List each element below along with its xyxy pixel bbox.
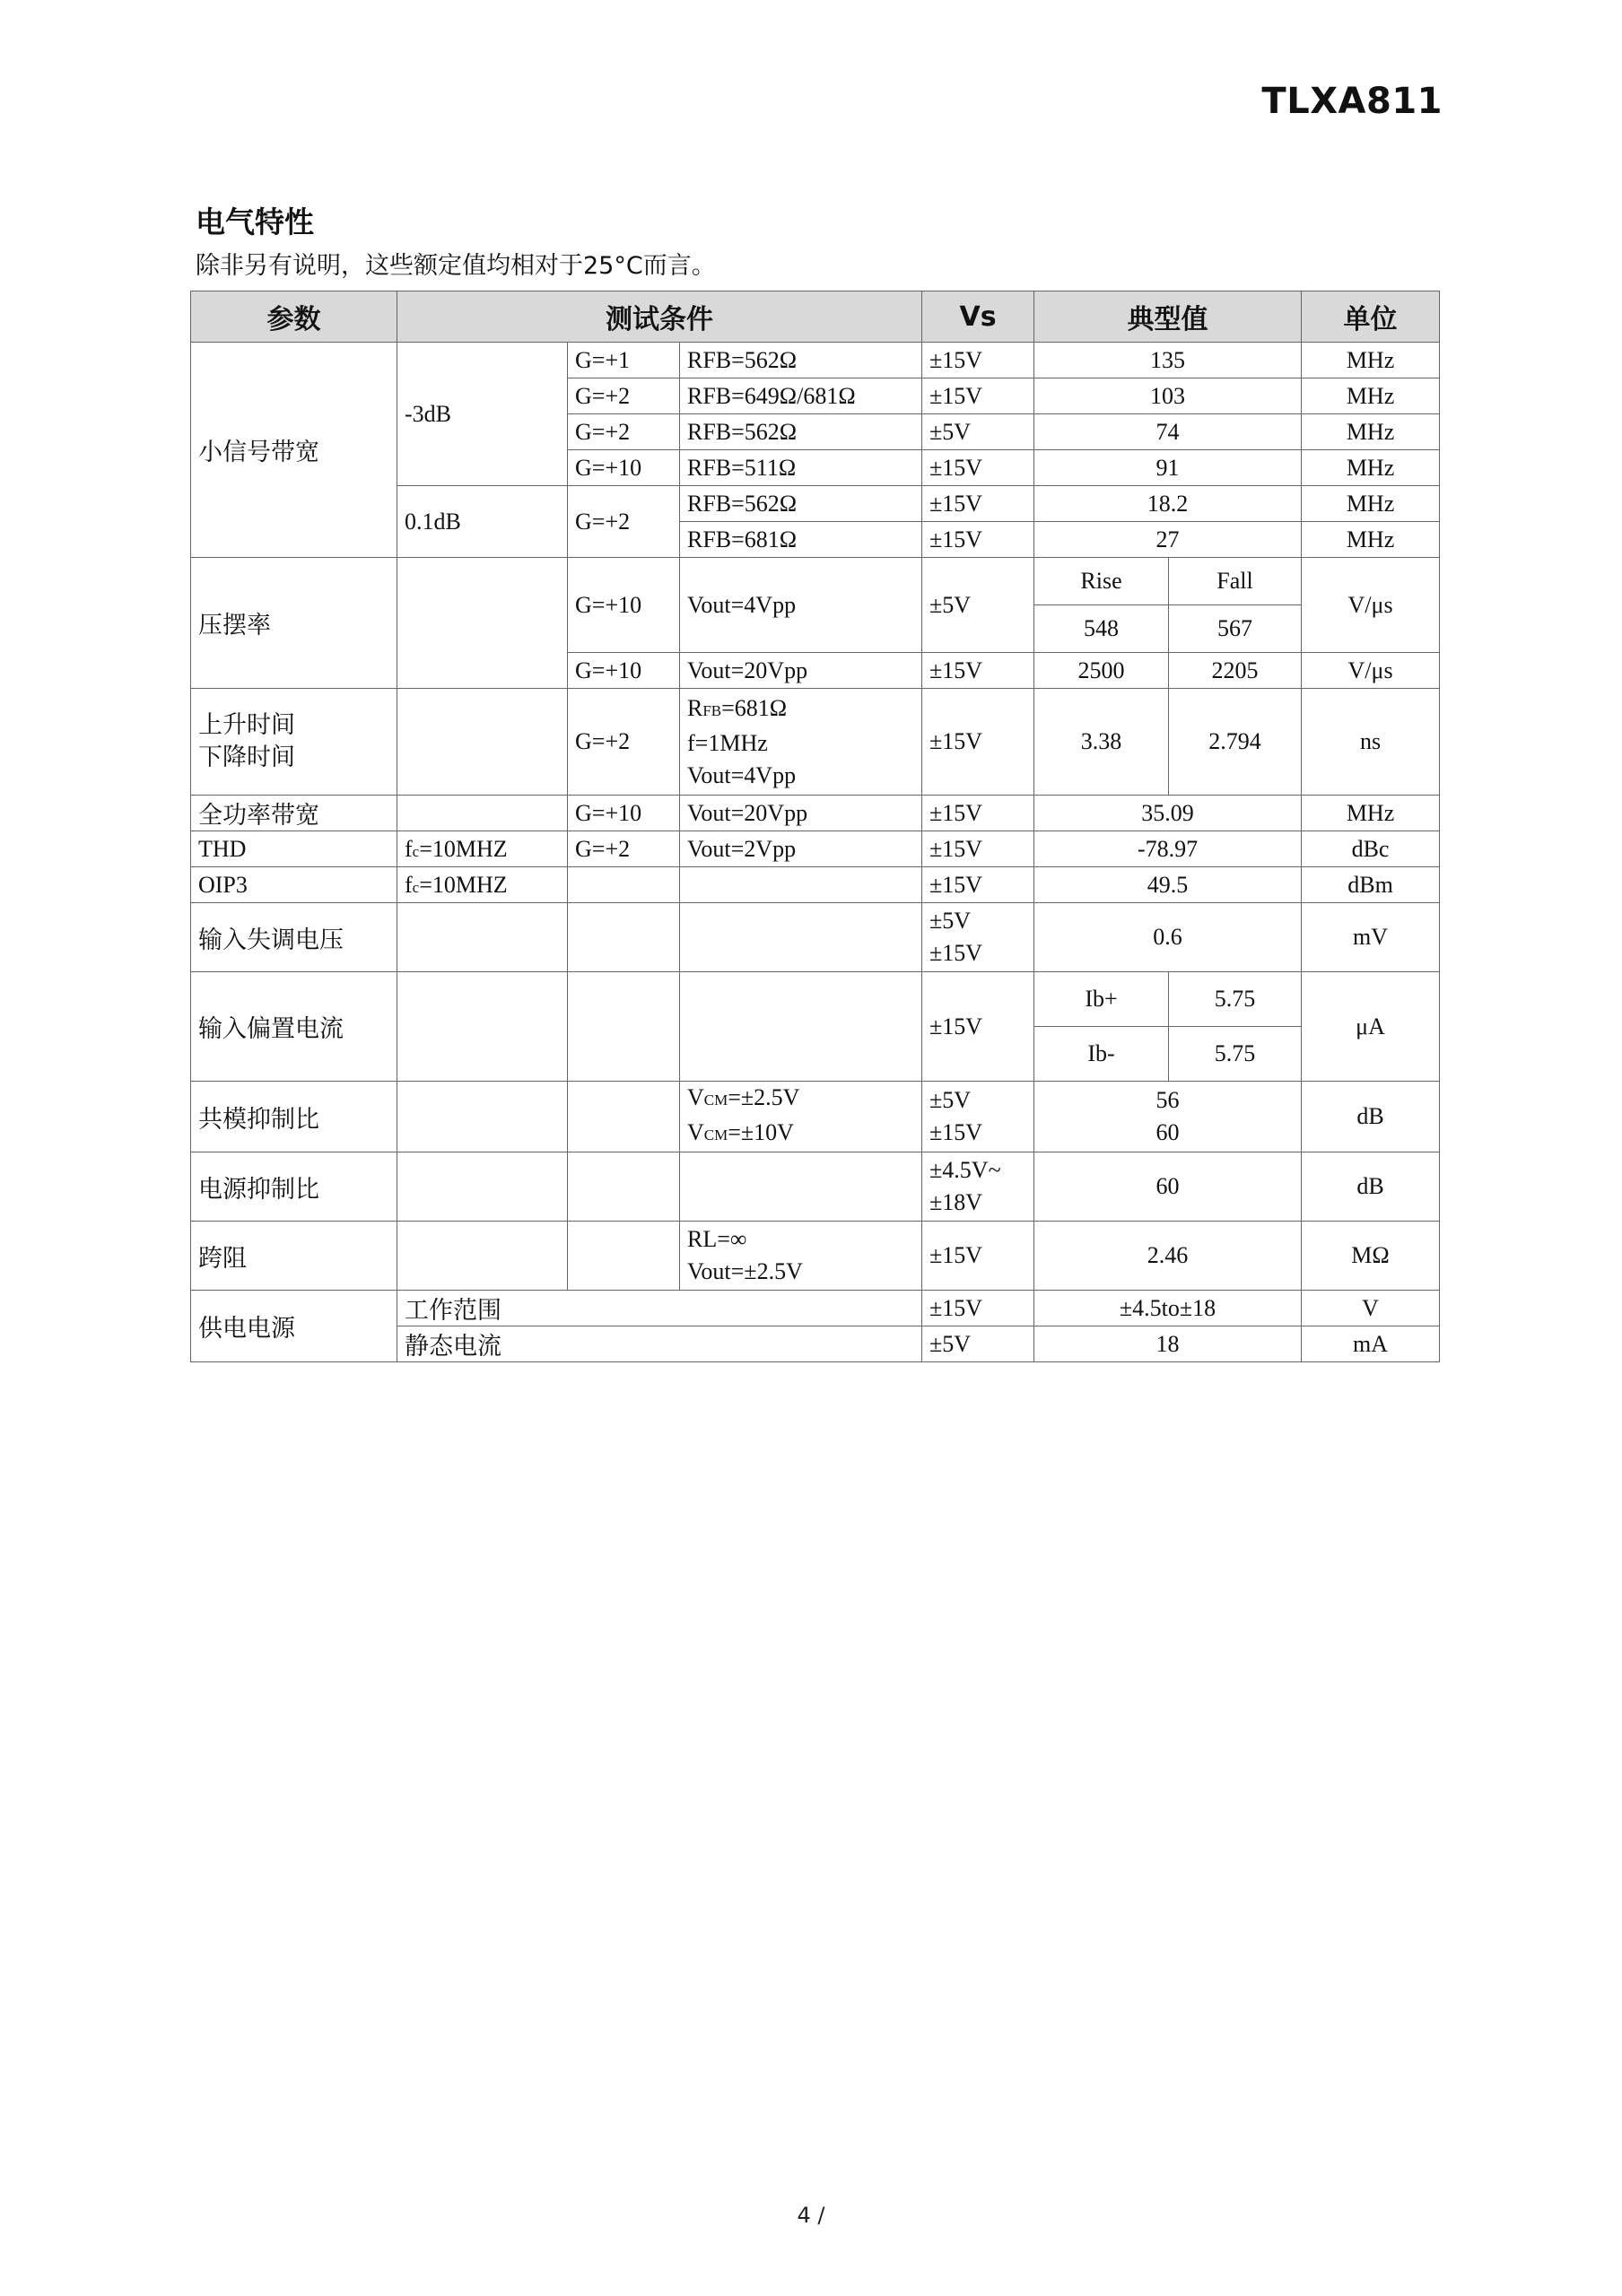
param-oip3: OIP3 [191, 867, 397, 903]
unit-cell: MHz [1302, 450, 1440, 486]
typ-line: 56 [1155, 1087, 1180, 1113]
vs-cell: ±5V [922, 414, 1034, 450]
table-row [191, 831, 1440, 867]
page-number: 4 / [797, 2203, 825, 2228]
rfb-cell: RFB=511Ω [680, 450, 922, 486]
cond-cell [680, 689, 922, 796]
cond-cell: 工作范围 [397, 1291, 922, 1326]
vs-cell: ±15V [922, 831, 1034, 867]
cond-cell: Vout=4Vpp [680, 558, 922, 653]
param-input-offset: 输入失调电压 [191, 903, 397, 972]
vs-cell: ±15V [922, 1222, 1034, 1291]
unit-cell: V/μs [1302, 653, 1440, 689]
vs-line: ±5V [929, 1087, 972, 1113]
rise-value: 3.38 [1034, 689, 1169, 796]
empty-cell [397, 796, 568, 831]
vcm-main: V [687, 1084, 704, 1110]
typ-cell: 35.09 [1034, 796, 1302, 831]
empty-cell [397, 689, 568, 796]
vs-cell [922, 1082, 1034, 1152]
typ-cell: 18 [1034, 1326, 1302, 1362]
fall-value: 2.794 [1169, 689, 1302, 796]
empty-cell [397, 1152, 568, 1222]
unit-cell: μA [1302, 972, 1440, 1082]
vcm-main: V [687, 1119, 704, 1145]
cond-rfb [687, 692, 914, 727]
empty-cell [568, 972, 680, 1082]
empty-cell [568, 1222, 680, 1291]
vcm-rest: =±2.5V [728, 1084, 800, 1110]
gain-cell: G=+2 [568, 689, 680, 796]
unit-cell: ns [1302, 689, 1440, 796]
gain-cell: G=+10 [568, 450, 680, 486]
empty-cell [568, 1152, 680, 1222]
vs-line: ±5V [929, 908, 972, 934]
gain-cell: G=+2 [568, 378, 680, 414]
gain-cell: G=+1 [568, 343, 680, 378]
gain-cell: G=+10 [568, 796, 680, 831]
fall-value: 567 [1169, 605, 1302, 653]
vs-cell: ±15V [922, 1291, 1034, 1326]
table-row [191, 689, 1440, 796]
table-row [191, 1222, 1440, 1291]
cond-cell: 静态电流 [397, 1326, 922, 1362]
param-full-power-bw: 全功率带宽 [191, 796, 397, 831]
table-row [191, 343, 1440, 378]
empty-cell [397, 1222, 568, 1291]
header-param: 参数 [191, 291, 397, 343]
typ-cell: ±4.5to±18 [1034, 1291, 1302, 1326]
typ-cell: 60 [1034, 1152, 1302, 1222]
vs-line: ±4.5V~ [929, 1157, 1001, 1183]
header-unit: 单位 [1302, 291, 1440, 343]
empty-cell [680, 867, 922, 903]
rise-value: 548 [1034, 605, 1169, 653]
fc-cell [397, 867, 568, 903]
table-row [191, 1082, 1440, 1152]
vcm-sub: CM [703, 1091, 728, 1109]
empty-cell [397, 972, 568, 1082]
fall-value: 2205 [1169, 653, 1302, 689]
fall-label: Fall [1169, 558, 1302, 605]
cond-cell: Vout=2Vpp [680, 831, 922, 867]
vs-cell [922, 903, 1034, 972]
typ-cell: 135 [1034, 343, 1302, 378]
fc-main: f [405, 871, 413, 898]
typ-line: 60 [1155, 1119, 1180, 1145]
unit-cell: MΩ [1302, 1222, 1440, 1291]
vs-cell: ±15V [922, 689, 1034, 796]
cond-3db: -3dB [397, 343, 568, 486]
unit-cell: MHz [1302, 378, 1440, 414]
param-thd: THD [191, 831, 397, 867]
param-slew-rate: 压摆率 [191, 558, 397, 689]
typ-cell: 18.2 [1034, 486, 1302, 522]
param-cmrr: 共模抑制比 [191, 1082, 397, 1152]
cond-cell: Vout=20Vpp [680, 653, 922, 689]
cond-freq: f=1MHz [687, 729, 768, 756]
vs-cell: ±5V [922, 558, 1034, 653]
fc-cell [397, 831, 568, 867]
unit-cell: dB [1302, 1152, 1440, 1222]
table-row [191, 1152, 1440, 1222]
table-row [191, 796, 1440, 831]
typ-cell: 2.46 [1034, 1222, 1302, 1291]
gain-cell: G=+2 [568, 831, 680, 867]
vs-cell: ±15V [922, 343, 1034, 378]
param-psrr: 电源抑制比 [191, 1152, 397, 1222]
vcm-rest: =±10V [728, 1119, 794, 1145]
rise-value: 2500 [1034, 653, 1169, 689]
vs-cell: ±15V [922, 796, 1034, 831]
cond-vout: Vout=±2.5V [687, 1258, 803, 1284]
unit-cell: dBm [1302, 867, 1440, 903]
unit-cell: MHz [1302, 414, 1440, 450]
param-transimpedance: 跨阻 [191, 1222, 397, 1291]
fc-rest: =10MHZ [419, 835, 508, 862]
fc-main: f [405, 835, 413, 862]
typ-cell: 0.6 [1034, 903, 1302, 972]
vs-cell: ±15V [922, 867, 1034, 903]
empty-cell [680, 1152, 922, 1222]
ib-minus-label: Ib- [1034, 1027, 1169, 1082]
param-rise-fall-time [191, 689, 397, 796]
param-small-signal-bw: 小信号带宽 [191, 343, 397, 558]
unit-cell: dBc [1302, 831, 1440, 867]
fc-rest: =10MHZ [419, 871, 508, 898]
fc-sub: c [412, 878, 420, 896]
cond-01db: 0.1dB [397, 486, 568, 558]
vcm-sub: CM [703, 1126, 728, 1144]
rise-label: Rise [1034, 558, 1169, 605]
cond-vout: Vout=4Vpp [687, 761, 797, 788]
table-row [191, 903, 1440, 972]
cond-cell [680, 1222, 922, 1291]
vs-cell: ±15V [922, 653, 1034, 689]
rise-time-label: 上升时间 [198, 711, 295, 739]
vs-line: ±18V [929, 1189, 983, 1215]
table-row [191, 867, 1440, 903]
unit-cell: V [1302, 1291, 1440, 1326]
typ-cell [1034, 1082, 1302, 1152]
unit-cell: mV [1302, 903, 1440, 972]
section-title: 电气特性 [196, 204, 314, 239]
gain-cell: G=+2 [568, 486, 680, 558]
cond-rfb-main: R [687, 694, 703, 721]
typ-cell: 91 [1034, 450, 1302, 486]
unit-cell: MHz [1302, 522, 1440, 558]
rfb-cell: RFB=649Ω/681Ω [680, 378, 922, 414]
typ-cell: 74 [1034, 414, 1302, 450]
typ-cell: 27 [1034, 522, 1302, 558]
empty-cell [568, 867, 680, 903]
vs-cell: ±15V [922, 378, 1034, 414]
unit-cell: MHz [1302, 796, 1440, 831]
ib-plus-label: Ib+ [1034, 972, 1169, 1027]
empty-cell [568, 903, 680, 972]
empty-cell [397, 558, 568, 689]
unit-cell: MHz [1302, 343, 1440, 378]
fc-sub: c [412, 842, 420, 860]
cond-rfb-rest: =681Ω [721, 694, 788, 721]
param-power-supply: 供电电源 [191, 1291, 397, 1362]
rfb-cell: RFB=562Ω [680, 414, 922, 450]
unit-cell: V/μs [1302, 558, 1440, 653]
vs-cell: ±15V [922, 450, 1034, 486]
table-row [191, 1291, 1440, 1326]
rfb-cell: RFB=681Ω [680, 522, 922, 558]
empty-cell [680, 972, 922, 1082]
cond-vcm-2 [687, 1117, 914, 1152]
cond-rfb-sub: FB [702, 701, 722, 719]
table-header-row [191, 291, 1440, 343]
typ-cell: -78.97 [1034, 831, 1302, 867]
cond-cell: Vout=20Vpp [680, 796, 922, 831]
table-row [191, 972, 1440, 1027]
unit-cell: mA [1302, 1326, 1440, 1362]
rfb-cell: RFB=562Ω [680, 486, 922, 522]
vs-cell [922, 1152, 1034, 1222]
unit-cell: MHz [1302, 486, 1440, 522]
vs-line: ±15V [929, 1119, 983, 1145]
empty-cell [568, 1082, 680, 1152]
ib-plus-value: 5.75 [1169, 972, 1302, 1027]
vs-cell: ±15V [922, 522, 1034, 558]
empty-cell [680, 903, 922, 972]
empty-cell [397, 903, 568, 972]
gain-cell: G=+2 [568, 414, 680, 450]
fall-time-label: 下降时间 [198, 744, 295, 771]
rfb-cell: RFB=562Ω [680, 343, 922, 378]
part-number: TLXA811 [1261, 81, 1443, 122]
header-conditions: 测试条件 [397, 291, 922, 343]
unit-cell: dB [1302, 1082, 1440, 1152]
typ-cell: 49.5 [1034, 867, 1302, 903]
vs-cell: ±15V [922, 972, 1034, 1082]
vs-cell: ±5V [922, 1326, 1034, 1362]
gain-cell: G=+10 [568, 653, 680, 689]
table-row [191, 558, 1440, 605]
section-subtitle: 除非另有说明，这些额定值均相对于25°C而言。 [196, 252, 716, 280]
header-vs: Vs [922, 291, 1034, 343]
electrical-characteristics-table [190, 291, 1440, 1362]
cond-rl: RL=∞ [687, 1226, 747, 1252]
vs-cell: ±15V [922, 486, 1034, 522]
vs-line: ±15V [929, 940, 983, 966]
typ-cell: 103 [1034, 378, 1302, 414]
cond-cell [680, 1082, 922, 1152]
gain-cell: G=+10 [568, 558, 680, 653]
header-typical: 典型值 [1034, 291, 1302, 343]
cond-vcm-1 [687, 1082, 914, 1117]
param-input-bias: 输入偏置电流 [191, 972, 397, 1082]
empty-cell [397, 1082, 568, 1152]
ib-minus-value: 5.75 [1169, 1027, 1302, 1082]
